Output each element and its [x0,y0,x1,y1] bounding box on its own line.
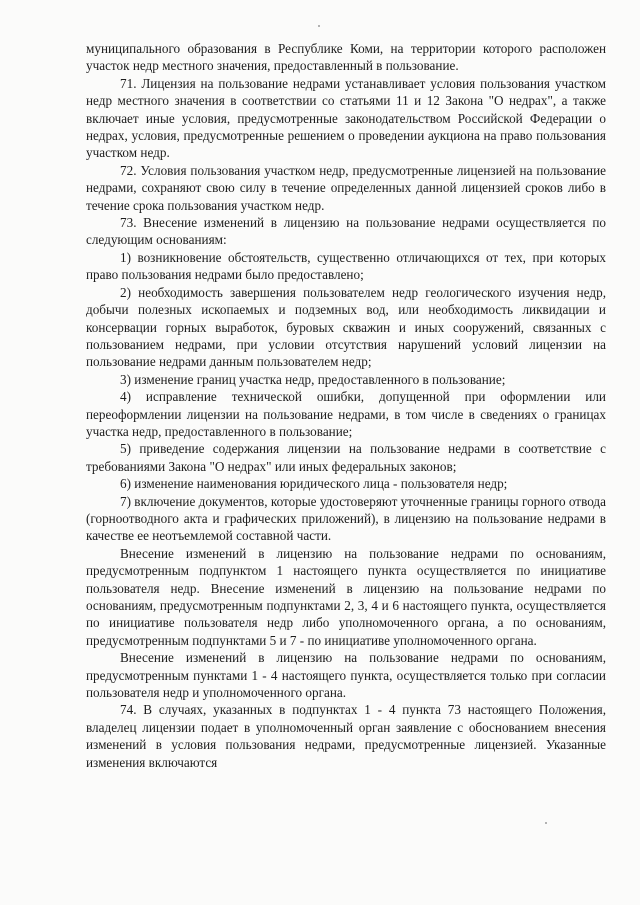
list-item-4: 4) исправление технической ошибки, допущенной при оформлении или переоформлении лицензии на пользование недрами, в том числе в сведениях о границах участка недр, предоставленного в пользование; [86,389,606,439]
document-body [86,40,606,771]
paragraph-continuation: муниципального образования в Республике Коми, на территории которого расположен участок недр местного значения, предоставленный в пользование. [86,41,606,74]
paragraph-72: 72. Условия пользования участком недр, предусмотренные лицензией на пользование недрами, сохраняют свою силу в течение определенных данной лицензией сроков либо в течение срока пользования участком недр. [86,162,606,213]
list-item-7: 7) включение документов, которые удостоверяют уточненные границы горного отвода (горноотводного акта и графических приложений), в лицензию на пользование недрами в качестве ее неотъемлемой составной части. [86,493,606,544]
scan-speck [318,25,320,27]
paragraph-consent: Внесение изменений в лицензию на пользование недрами по основаниям, предусмотренным пунктами 1 - 4 настоящего пункта, осуществляется только при согласии пользователя недр и уполномоченного органа. [86,650,606,701]
list-item-6: 6) изменение наименования юридического лица - пользователя недр; [120,476,508,492]
list-item-1: 1) возникновение обстоятельств, существенно отличающихся от тех, при которых право пользования недрами было предоставлено; [86,249,606,283]
paragraph-73: 73. Внесение изменений в лицензию на пользование недрами осуществляется по следующим основаниям: [86,215,606,248]
list-item-3: 3) изменение границ участка недр, предоставленного в пользование; [120,371,506,387]
paragraph-71: 71. Лицензия на пользование недрами устанавливает условия пользования участком недр местного значения в соответствии со статьями 11 и 12 Закона "О недрах", а также включает иные условия, предусмотренные законодательством Российской Федерации о недрах, условия, предусмотренные решением о проведении аукциона на право пользования участком недр. [86,75,606,161]
list-item-2: 2) необходимость завершения пользователем недр геологического изучения недр, добычи полезных ископаемых и подземных вод, или необходимость ликвидации и консервации горных выработок, буровых скважин и иных сооружений, связанных с пользованием недрами, при условии отсутствия нарушений условий лицензии на пользование недрами данным пользователем недр; [86,284,606,370]
scan-speck [545,822,547,824]
list-item-5: 5) приведение содержания лицензии на пользование недрами в соответствие с требованиями Закона "О недрах" или иных федеральных законов; [86,441,606,474]
paragraph-initiative: Внесение изменений в лицензию на пользование недрами по основаниям, предусмотренным подпунктом 1 настоящего пункта осуществляется по инициативе пользователя недр. Внесение изменений в лицензию на пользование недрами по основаниям, предусмотренным подпунктами 2, 3, 4 и 6 настоящего пункта, осуществляется по инициативе пользователя недр либо уполномоченного органа, а по основаниям, предусмотренным подпунктами 5 и 7 - по инициативе уполномоченного органа. [86,545,606,648]
paragraph-74: 74. В случаях, указанных в подпунктах 1 - 4 пункта 73 настоящего Положения, владелец лицензии подает в уполномоченный орган заявление с обоснованием внесения изменений в условия пользования недрами, предусмотренные лицензией. Указанные изменения включаются [86,702,606,770]
